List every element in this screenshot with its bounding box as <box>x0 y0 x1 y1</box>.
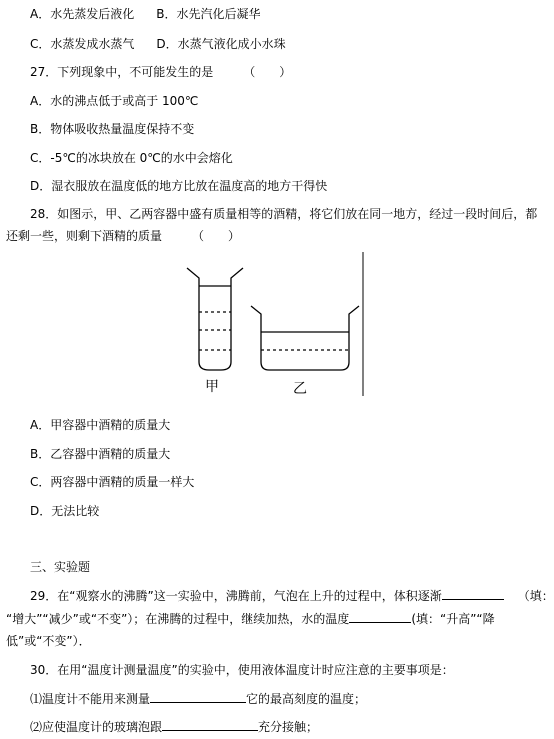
q26-options-row2 <box>30 36 286 52</box>
q27-answer-paren: （ ） <box>243 65 292 79</box>
q28-stem-line2 <box>6 228 240 244</box>
container-yi <box>251 306 359 370</box>
section-title: 三、实验题 <box>30 560 91 574</box>
q29-line1-text: 29．在“观察水的沸腾”这一实验中，沸腾前，气泡在上升的过程中，体积逐渐 <box>30 589 442 603</box>
q29-line3: 低”或“不变”）． <box>6 634 91 648</box>
q30-item2-text-b: 充分接触； <box>258 720 319 734</box>
q29-line1-fill: （填： <box>517 589 554 603</box>
q26-option-a: A．水先蒸发后液化 <box>30 7 135 21</box>
q30-stem: 30．在用“温度计测量温度”的实验中，使用液体温度计时应注意的主要事项是： <box>30 663 454 677</box>
q28-option-b: B．乙容器中酒精的质量大 <box>30 447 171 461</box>
q30-item2-text-a: ⑵应使温度计的玻璃泡跟 <box>30 720 163 734</box>
q29-line2-fill: (填：“升高”“降 <box>411 612 495 626</box>
q28-figure <box>175 250 375 398</box>
q29-blank-1[interactable] <box>442 587 504 600</box>
q29-line2-text: “增大”“减少”或“不变”）；在沸腾的过程中，继续加热，水的温度 <box>6 612 350 626</box>
q27-option-b: B．物体吸收热量温度保持不变 <box>30 122 195 136</box>
container-jia <box>187 268 243 370</box>
q27-stem: 27．下列现象中，不可能发生的是 <box>30 65 214 79</box>
q30-item1-text-a: ⑴温度计不能用来测量 <box>30 692 151 706</box>
q28-option-c: C．两容器中酒精的质量一样大 <box>30 475 195 489</box>
q30-blank-1[interactable] <box>150 690 246 703</box>
q30-blank-2[interactable] <box>162 718 258 731</box>
q26-option-c: C．水蒸发成水蒸气 <box>30 37 135 51</box>
q30-item2 <box>30 718 318 735</box>
q28-option-d: D．无法比较 <box>30 504 100 518</box>
container-jia-outline <box>187 268 243 370</box>
container-yi-outline <box>251 306 359 370</box>
q27-option-d: D．湿衣服放在温度低的地方比放在温度高的地方干得快 <box>30 179 328 193</box>
q26-options-row1 <box>30 6 260 22</box>
q28-stem-line1: 28．如图示，甲、乙两容器中盛有质量相等的酒精，将它们放在同一地方，经过一段时间后，都 <box>30 207 538 221</box>
q29-line2 <box>6 610 495 627</box>
label-jia: 甲 <box>205 379 219 395</box>
q26-option-d: D．水蒸气液化成小水珠 <box>156 37 286 51</box>
q26-option-b: B．水先汽化后凝华 <box>156 7 261 21</box>
q27-option-c: C．-5℃的冰块放在 0℃的水中会熔化 <box>30 151 233 165</box>
label-yi: 乙 <box>293 381 307 397</box>
q28-answer-paren: （ ） <box>192 229 241 243</box>
q27-option-a: A．水的沸点低于或高于 100℃ <box>30 94 199 108</box>
q30-item1 <box>30 690 366 707</box>
q28-stem-text: 还剩一些，则剩下酒精的质量 <box>6 229 163 243</box>
q30-item1-text-b: 它的最高刻度的温度； <box>246 692 367 706</box>
q28-option-a: A．甲容器中酒精的质量大 <box>30 418 171 432</box>
q29-blank-2[interactable] <box>349 610 411 623</box>
q29-line1 <box>30 587 554 604</box>
q27-stem-line <box>30 64 291 80</box>
